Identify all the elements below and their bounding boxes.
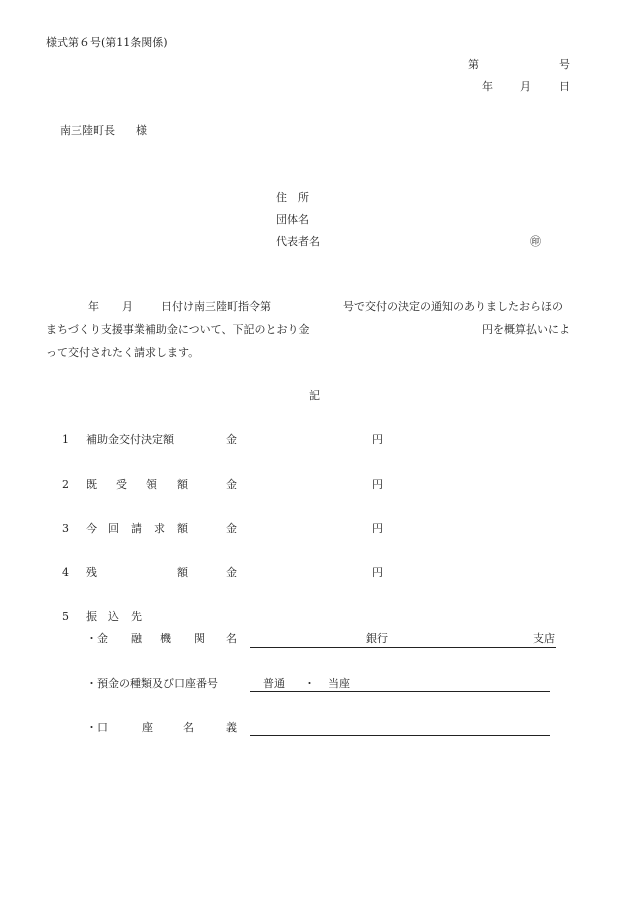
item-label-char: 額 [177,478,188,491]
kin-label: 金 [226,522,237,535]
transfer-label-char: 込 [108,610,119,623]
account-type-separator: ・ [304,677,315,690]
holder-label-char: 座 [142,721,153,734]
account-type-underline [250,691,550,692]
yen-label: 円 [372,522,383,535]
addressee-name: 南三陸町長 [60,124,115,137]
form-label: 様式第６号(第11条関係) [46,36,168,49]
holder-label-char: 名 [183,721,194,734]
number-prefix: 第 [468,58,479,71]
bank-underline [250,647,556,648]
bank-suffix: 銀行 [366,632,388,645]
body-line3: って交付されたく請求します。 [46,346,200,359]
transfer-label-char: 先 [131,610,142,623]
body-line2-b: 円を概算払いによ [482,323,570,336]
account-type-current: 当座 [328,677,350,690]
addressee-honorific: 様 [136,124,147,137]
yen-label: 円 [372,433,383,446]
bank-label-char: ・金 [86,632,108,645]
item-label-char: 領 [146,478,157,491]
body-line2-a: まちづくり支援事業補助金について、下記のとおり金 [46,323,310,336]
number-suffix: 号 [559,58,570,71]
yen-label: 円 [372,566,383,579]
item-number: 5 [62,610,69,623]
seal-mark: ㊞ [530,235,541,248]
item-label-char: 既 [86,478,97,491]
item-label-char: 今 [86,522,97,535]
bank-label-char: 機 [160,632,171,645]
address-label: 住 所 [276,191,309,204]
body-line1-b: 号で交付の決定の通知のありましたおらほの [343,300,563,313]
item-label-char: 回 [108,522,119,535]
item-label-char: 額 [177,566,188,579]
bank-label-char: 融 [131,632,142,645]
date-day: 日 [559,80,570,93]
kin-label: 金 [226,433,237,446]
representative-label: 代表者名 [276,235,320,248]
item-label-char: 残 [86,566,97,579]
account-type-ordinary: 普通 [263,677,285,690]
item-label-char: 請 [131,522,142,535]
date-year: 年 [482,80,493,93]
body-month: 月 [122,300,133,313]
body-line1-a: 日付け南三陸町指令第 [161,300,271,313]
item-label: 補助金交付決定額 [86,433,174,446]
account-type-label: ・預金の種類及び口座番号 [86,677,218,690]
yen-label: 円 [372,478,383,491]
item-number: 3 [62,522,69,535]
date-month: 月 [520,80,531,93]
bank-label-char: 関 [194,632,205,645]
kin-label: 金 [226,478,237,491]
item-label-char: 求 [154,522,165,535]
item-number: 2 [62,478,69,491]
group-label: 団体名 [276,213,309,226]
item-number: 1 [62,433,69,446]
bank-label-char: 名 [226,632,237,645]
holder-label-char: 義 [226,721,237,734]
transfer-label-char: 振 [86,610,97,623]
item-label-char: 受 [116,478,127,491]
body-year: 年 [88,300,99,313]
holder-underline [250,735,550,736]
item-label-char: 額 [177,522,188,535]
branch-suffix: 支店 [533,632,555,645]
ki-heading: 記 [309,389,320,402]
item-number: 4 [62,566,69,579]
kin-label: 金 [226,566,237,579]
holder-label-char: ・口 [86,721,108,734]
